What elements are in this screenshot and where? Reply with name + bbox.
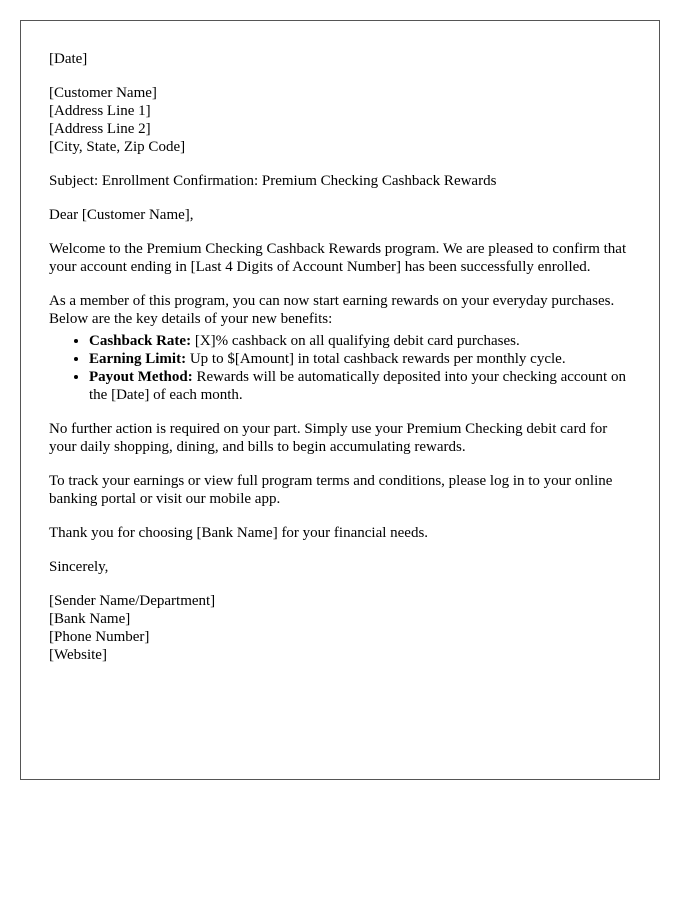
letter-subject: Subject: Enrollment Confirmation: Premium Checking Cashback Rewards <box>49 173 497 189</box>
letter-page <box>20 20 660 780</box>
letter-date: [Date] <box>49 51 88 67</box>
no-action-paragraph: No further action is required on your part. Simply use your Premium Checking debit card for your daily shopping, dining, and bills to begin accumulating rewards. <box>49 421 608 455</box>
recipient-city-state-zip: [City, State, Zip Code] <box>49 139 186 155</box>
signature-sender: [Sender Name/Department] <box>49 593 216 609</box>
benefits-list <box>49 332 631 404</box>
benefit-item-payout-method <box>89 368 631 404</box>
benefit-item-earning-limit <box>89 350 631 368</box>
signature-website: [Website] <box>49 647 107 663</box>
signature-block <box>49 592 631 664</box>
welcome-paragraph: Welcome to the Premium Checking Cashback Rewards program. We are pleased to confirm that your account ending in [Last 4 Digits of Account Number] has been successfully enrolled. <box>49 241 627 275</box>
track-paragraph: To track your earnings or view full program terms and conditions, please log in to your online banking portal or visit our mobile app. <box>49 473 613 507</box>
signature-bank: [Bank Name] <box>49 611 131 627</box>
letter-salutation: Dear [Customer Name], <box>49 207 194 223</box>
benefit-text: [X]% cashback on all qualifying debit card purchases. <box>191 333 520 349</box>
recipient-address-line-1: [Address Line 1] <box>49 103 151 119</box>
benefit-label: Cashback Rate: <box>89 333 192 349</box>
signature-phone: [Phone Number] <box>49 629 150 645</box>
letter-closing: Sincerely, <box>49 559 109 575</box>
thanks-paragraph: Thank you for choosing [Bank Name] for your financial needs. <box>49 525 429 541</box>
benefit-item-cashback-rate <box>89 332 631 350</box>
benefit-label: Payout Method: <box>89 369 193 385</box>
member-intro-paragraph: As a member of this program, you can now start earning rewards on your everyday purchases. Below are the key details of your new benefits: <box>49 293 615 327</box>
benefit-label: Earning Limit: <box>89 351 187 367</box>
benefit-text: Rewards will be automatically deposited into your checking account on the [Date] of each month. <box>89 369 626 403</box>
recipient-address <box>49 84 631 156</box>
recipient-name: [Customer Name] <box>49 85 157 101</box>
recipient-address-line-2: [Address Line 2] <box>49 121 151 137</box>
benefit-text: Up to $[Amount] in total cashback rewards per monthly cycle. <box>186 351 566 367</box>
